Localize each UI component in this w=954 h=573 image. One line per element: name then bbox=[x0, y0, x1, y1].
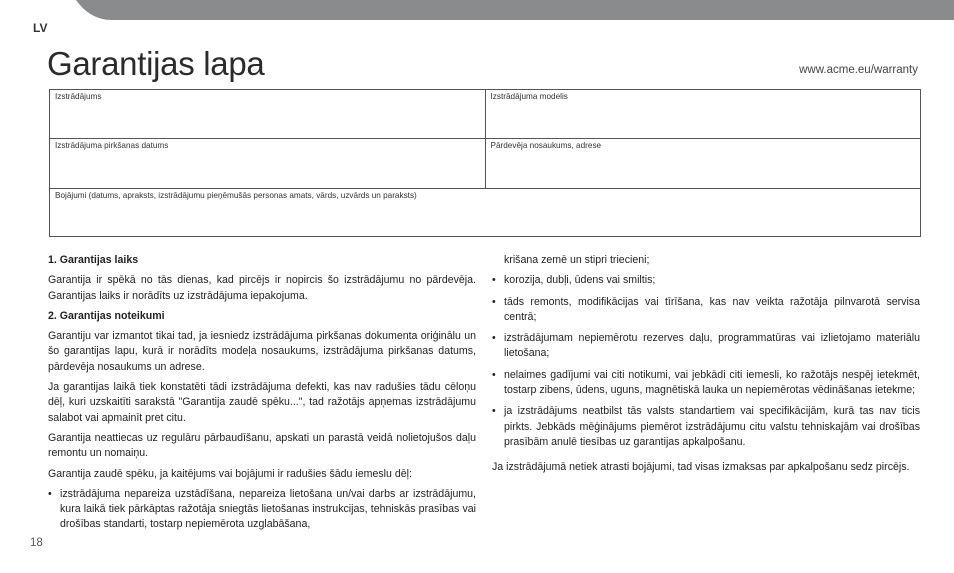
section-1-text: Garantija ir spēkā no tās dienas, kad pircējs ir nopircis šo izstrādājumu no pārdevēja. Garantijas laiks ir norādīts uz izstrādājuma iepakojuma. bbox=[48, 274, 476, 302]
product-field[interactable] bbox=[50, 90, 486, 139]
right-column bbox=[492, 253, 920, 481]
bullet-icon: • bbox=[492, 274, 496, 287]
product-label: Izstrādājums bbox=[55, 92, 102, 101]
list-item-text: korozija, dubļi, ūdens vai smiltis; bbox=[504, 274, 656, 287]
list-item bbox=[48, 487, 476, 533]
seller-field[interactable] bbox=[485, 139, 921, 188]
list-item-continuation: krišana zemē un stipri triecieni; bbox=[504, 254, 650, 266]
list-item-text: izstrādājuma nepareiza uzstādīšana, nepareiza lietošana un/vai darbs ar izstrādājumu, kura laikā tiek pārkāptas ražotāja sniegtās lietošanas instrukcijas, tehniskās prasības vai drošības standarti, tostarp nepiemērota uzglabāšana, bbox=[60, 487, 476, 531]
purchase-date-label: Izstrādājuma pirkšanas datums bbox=[55, 141, 169, 151]
language-code: LV bbox=[33, 21, 48, 35]
conditions-list bbox=[48, 487, 476, 533]
seller-label: Pārdevēja nosaukums, adrese bbox=[490, 141, 602, 151]
bullet-icon: • bbox=[48, 487, 52, 500]
model-field[interactable] bbox=[485, 90, 921, 139]
list-item bbox=[492, 368, 920, 399]
final-note: Ja izstrādājumā netiek atrasti bojājumi, tad visas izmaksas par apkalpošanu sedz pircējs. bbox=[492, 461, 910, 474]
list-item-text: nelaimes gadījumi vai citi notikumi, vai jebkādi citi iemesli, ko ražotājs nespēj ietekmēt, tostarp zibens, ūdens, uguns, magnētiskā lauka un nepiemērotas vēdināšanas ietekme; bbox=[504, 368, 920, 397]
section-1-heading: 1. Garantijas laiks bbox=[48, 254, 139, 266]
page-title: Garantijas lapa bbox=[47, 45, 265, 82]
list-item bbox=[492, 273, 920, 288]
purchase-date-field[interactable] bbox=[50, 139, 486, 188]
section-2-heading: 2. Garantijas noteikumi bbox=[48, 309, 165, 322]
left-column bbox=[48, 253, 476, 539]
section-2-paragraph-2: Ja garantijas laikā tiek konstatēti tādi izstrādājuma defekti, kas nav radušies tādu cēloņu dēļ, kuri uzskaitīti sarakstā "Garantija zaudē spēku...", tad ražotājs apņemas izstrādājumu salabot vai apmainīt pret citu. bbox=[48, 381, 476, 424]
list-item bbox=[492, 331, 920, 362]
conditions-list-continued bbox=[492, 273, 920, 450]
list-item bbox=[492, 295, 920, 326]
bullet-icon: • bbox=[492, 332, 496, 345]
defects-field[interactable] bbox=[50, 188, 921, 236]
warranty-form bbox=[49, 89, 921, 237]
header-band-shape bbox=[0, 0, 954, 20]
model-label: Izstrādājuma modelis bbox=[490, 92, 568, 101]
section-2-paragraph-1: Garantiju var izmantot tikai tad, ja iesniedz izstrādājuma pirkšanas dokumenta oriģinālu un šo garantijas lapu, kurā ir norādīts modeļa nosaukums, izstrādājuma pirkšanas datums, pārdevēja nosaukums un adrese. bbox=[48, 330, 476, 373]
header-band bbox=[0, 0, 954, 20]
list-item-text: tāds remonts, modifikācijas vai tīrīšana, kas nav veikta ražotāja pilnvarotā servisa centrā; bbox=[504, 295, 920, 323]
page-number: 18 bbox=[30, 537, 43, 549]
bullet-icon: • bbox=[492, 405, 496, 418]
list-item-text: ja izstrādājums neatbilst tās valsts standartiem vai specifikācijām, kurā tas nav ticis pirkts. Jebkāds mēģinājums piemērot izstrādājumu citu valstu tehniskajām vai drošības prasībām anulē tiesības uz garantijas apkalpošanu. bbox=[504, 405, 920, 448]
defects-label: Bojājumi (datums, apraksts, izstrādājumu pieņēmušās personas amats, vārds, uzvārds un paraksts) bbox=[55, 190, 417, 200]
section-2-paragraph-3: Garantija neattiecas uz regulāru pārbaudīšanu, apskati un parastā veidā nolietojušos daļu remontu un nomaiņu. bbox=[48, 431, 476, 460]
section-2-paragraph-4: Garantija zaudē spēku, ja kaitējums vai bojājumi ir radušies šādu iemeslu dēļ: bbox=[48, 467, 412, 480]
bullet-icon: • bbox=[492, 295, 496, 308]
bullet-icon: • bbox=[492, 368, 496, 381]
list-item bbox=[492, 404, 920, 450]
list-item-text: izstrādājumam nepiemērotu rezerves daļu, programmatūras vai izlietojamo materiālu lietošana; bbox=[504, 332, 920, 360]
warranty-url[interactable]: www.acme.eu/warranty bbox=[799, 64, 918, 76]
